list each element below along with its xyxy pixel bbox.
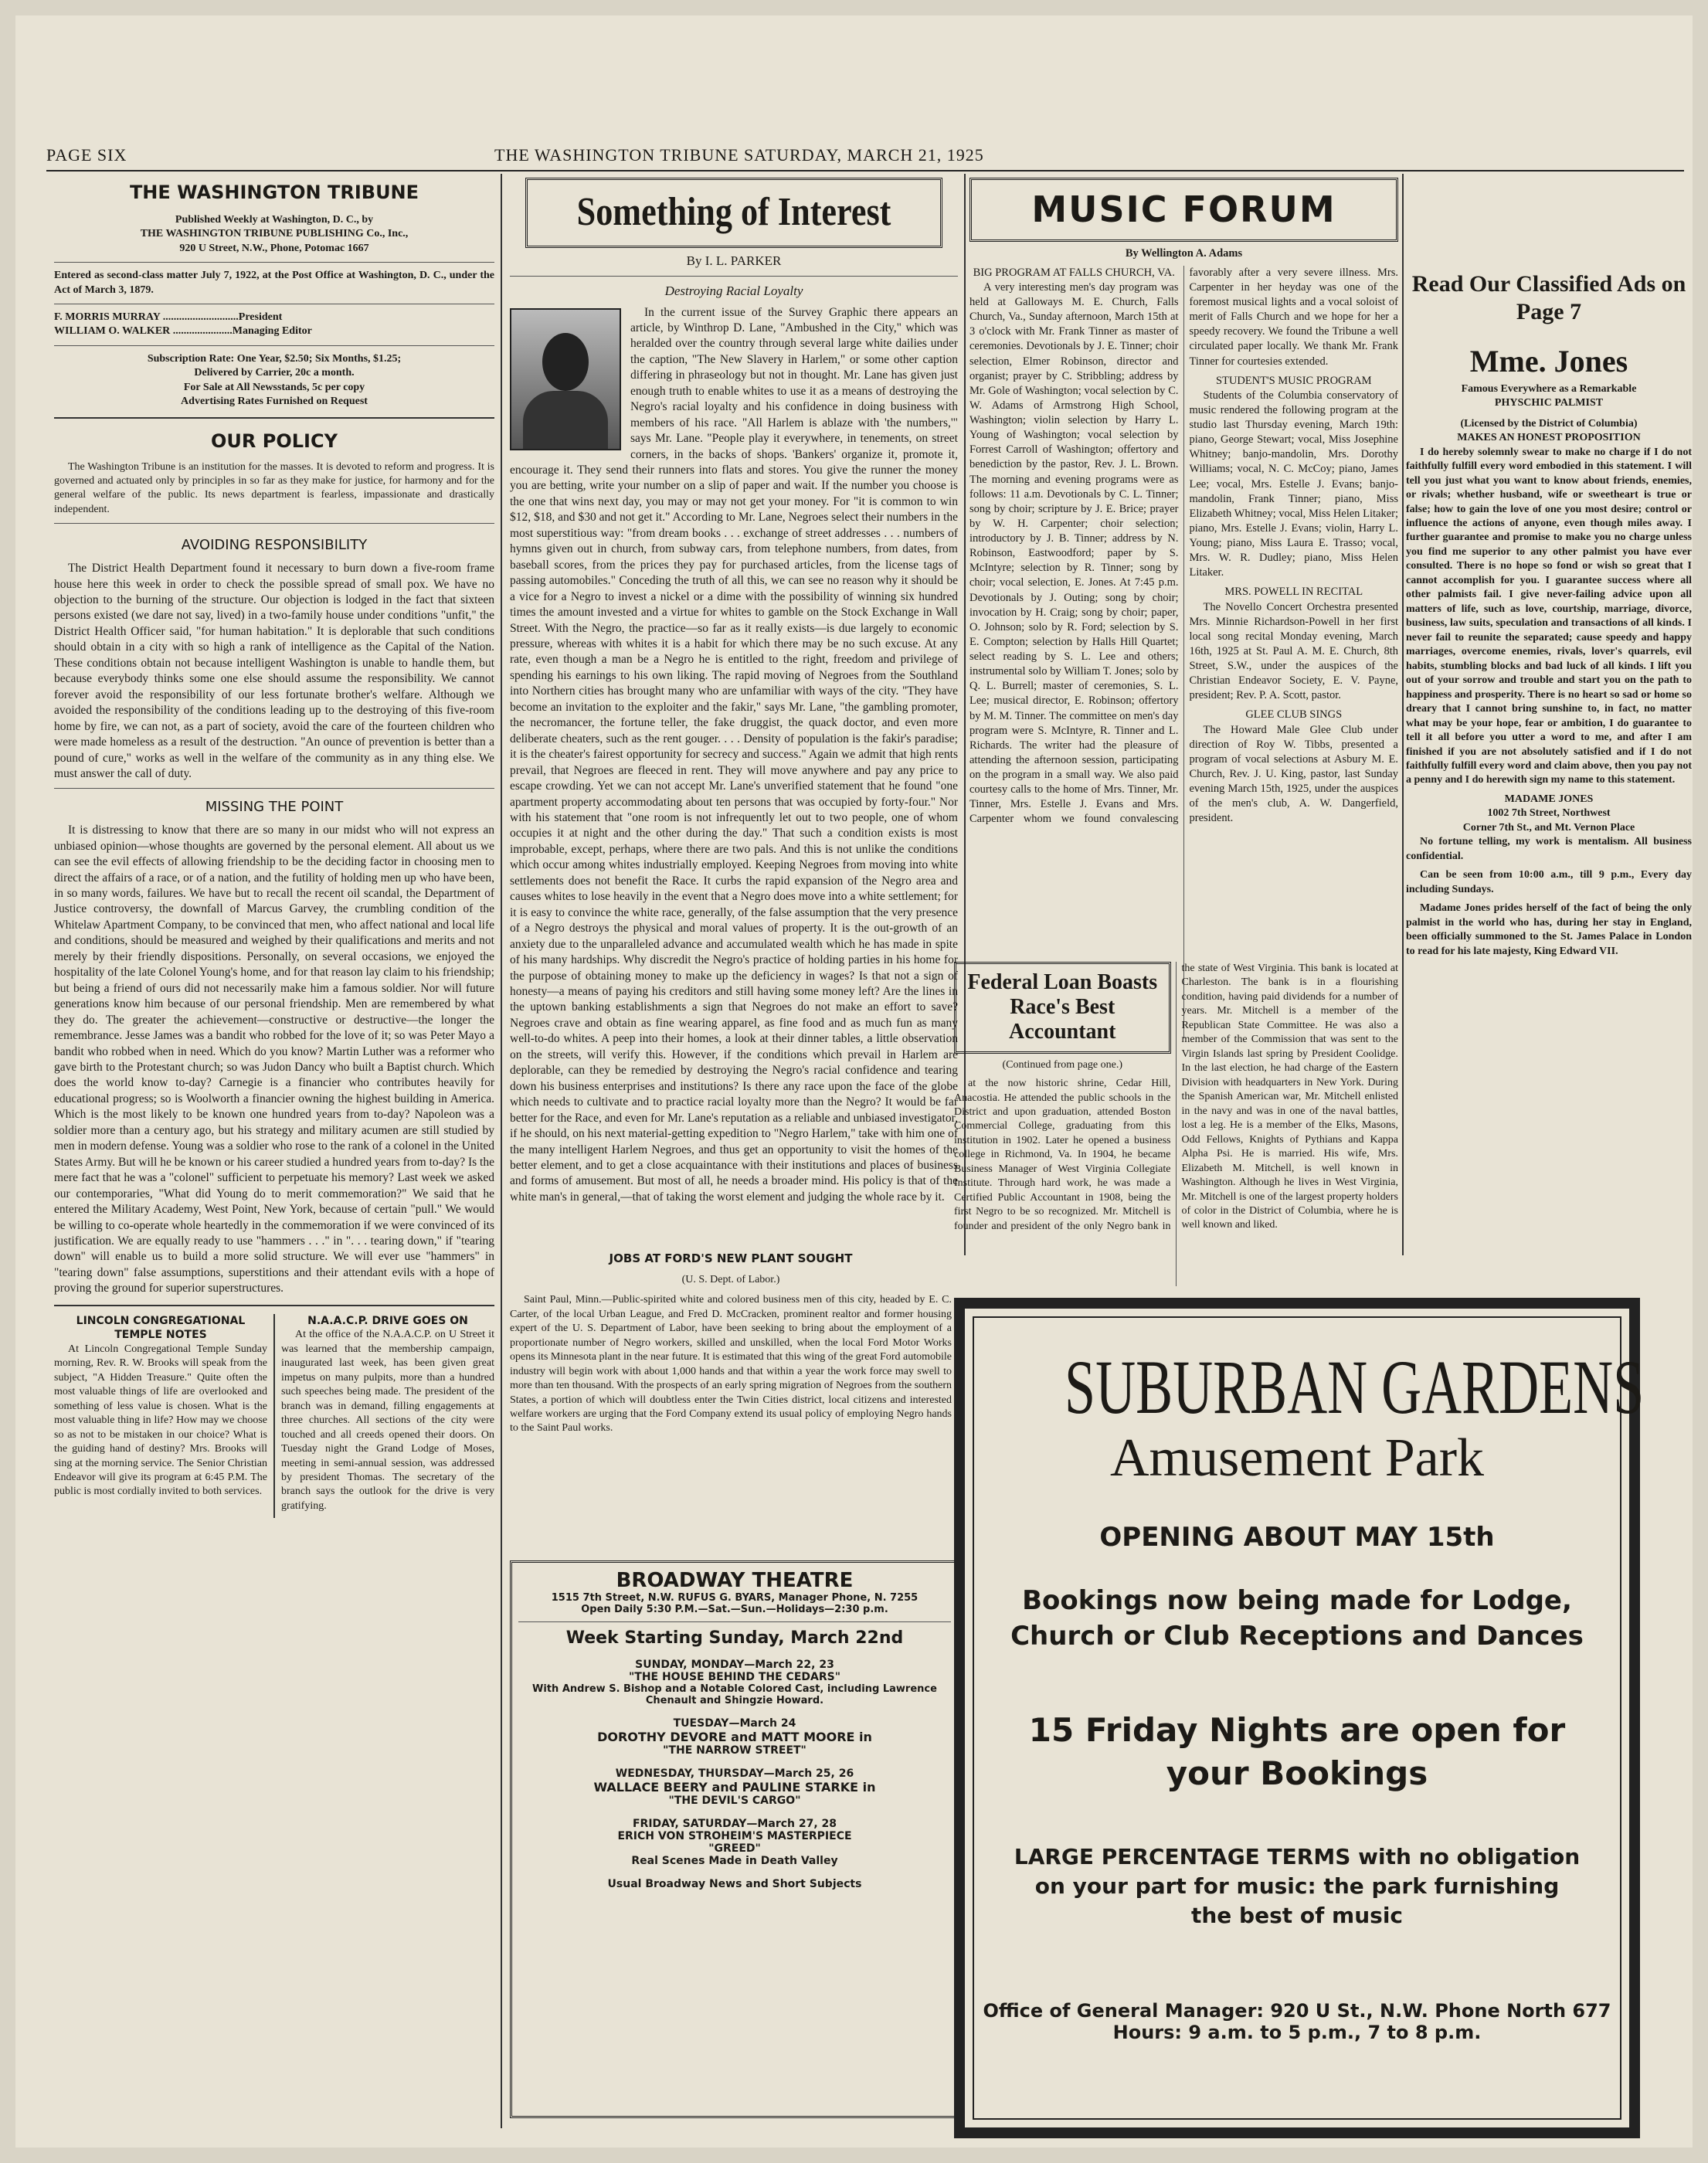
- page-number: PAGE SIX: [46, 145, 127, 165]
- column-rule: [501, 174, 502, 2128]
- subscription-line: Delivered by Carrier, 20c a month.: [194, 367, 355, 379]
- feature-subhead: Destroying Racial Loyalty: [664, 284, 803, 299]
- feature-text: In the current issue of the Survey Graphic there appears an article, by Winthrop D. Lane, "Ambushed in the City," which was heralded over the country through several large white dailies under the caption, "The New Slavery in Harlem," or some other caption differing in phraseology but not in thought. Mr. Lane has given just enough truth to enable whites to use it as a means of destroying the Negro's racial loyalty and his confidence in doing business with members of his race. "All Harlem is ablaze with 'the numbers,'" says Mr. Lane. "People play it everywhere, in tenements, on street corners, in the backs of shops. 'Bankers' organize it, promote it, encourage it. They send their runners into flats and stores. You give the runner the money you are betting, write your number on a slip of paper and wait. If the number you choose is the one that wins next day, you may or may not get your money. For "it is common to win $12, $18, and $30 and not get it." According to Mr. Lane, Negroes select their numbers in the most superstitious way: "from dream books . . . exchange of street addresses . . . numbers of hymns given out in church, from subway cars, from telephone numbers, from dates, from baseball scores, from the prices they pay for purchased articles, from the license tags of passing automobiles." Conceding the truth of all this, we can see no reason why it should be a vice for a Negro to invest a nickel or a dime with the possibility of winning six hundred times the amount invested and a virtue for whites to gamble on the Stock Exchange in Wall Street. With the Negro, the practice—so far as it really exists—is due largely to economic pressure, whereas with whites it is a habit for which there may be no such excuse. At any rate, even though a man be a Negro he is entitled to the right, freedom and privilege of spending his earnings to his own liking. The rapid moving of Negroes from the Southland into Northern cities has brought many who are unfamiliar with ways of the city. "They have become an invitation to the exploiter and the fakir," says Mr. Lane, "the gambling promoter, the necromancer, the fortune teller, the fake druggist, the quack doctor, and even more deliberate cheaters, such as the rent gouger. . . . Density of population is the fakir's paradise; it is the cheater's fairest opportunity for secrecy and success." Again we admit that high rents prevail, that Negroes are fleeced in rent. They will move anywhere and pay any price to escape crowding. Yet we can not accept Mr. Lane's unverified statement that he found "one apartment property accommodating about ten persons that was occupied by forty-four." Nor with his statement that "one room is not infrequently let out to two people, one of whom occupies it at night and the other during the day." That such a condition exists is most improbable, except, perhaps, where there are two pals. And this is not unlike the conditions which occur among whites industrially employed. Keeping Negroes from moving into white settlements does not benefit the Race. It curbs the rapid expansion of the Negro area and causes whites to lose heavily in the event that a Negro does move into a white settlement; for it is easy to convince the white race, generally, of the false assumption that the very presence of a Negro destroys the physical and moral values of property. It is the out-growth of an anxiety due to the unparalleled advance and accumulated wealth which he has made in spite of his many hardships. Why discredit the Negro's practice of holding parties in his home for the purpose of obtaining money to make up the deficiency in wages? Is that not a sign of honesty—a means of paying his creditors and still having some money left? Are the lines in the uptown banking establishments a sign that Negroes do not make an effort to save? Negroes crave and obtain as fine wearing apparel, as fine food and as much fun as many well-to-do whites. A peep into their homes, a look at their dinner tables, a little observation on the streets, will verify this. However, if the conditions which prevail in Harlem are deplorable, can they be remedied by destroying the Negro's racial confidence and tearing down his business enterprises and institutions? Is there any race upon the face of the globe which needs to cultivate and to practice racial loyalty more than the Negro? It would be far better for the Race, and even for Mr. Lane's reputation as a reliable and unbiased investigator, if he should, on his next material-getting expedition to "Negro Harlem," take with him one of the many intelligent Harlem Negroes, and thus get an opportunity to visit the homes of the better element, and to get a close acquaintance with their institutions and places of business and forms of amusement. But most of all, he needs a broader mind. His policy is that of the white man's in general,—that of taking the worst element and judging the whole race by it.: [510, 305, 958, 1204]
- ad-subtitle: Amusement Park: [1109, 1428, 1485, 1488]
- ad-text: I do hereby solemnly swear to make no charge if I do not faithfully fulfill every word embodied in this statement. I will tell you just what you want to know about friends, enemies, or rivals; whether husband, wife or sweetheart is true or false; how to gain the love of one you most desire; control or influence the actions of anyone, even though miles away. I further guarantee and promise to make you no charge unless you find me superior to any other palmist you have ever consulted. There is no hope so fond or wish so great that I cannot accomplish for you. I guarantee success where all other palmists fail. I give never-failing advice upon all matters of life, such as love, courtship, marriage, divorce, business, law suits, speculation and transactions of all kinds. I never fail to reunite the separated; cause speedy and happy marriages, overcome enemies, rivals, lover's quarrels, evil habits, stumbling blocks and bad luck of all kinds. I lift you out of your sorrow and trouble and start you on the path to happiness and prosperity. There is no heart so sad or home so dreary that I cannot bring sunshine to, in fact, no matter what may be your hope, fear or ambition, I do guarantee to tell it all before you utter a word to me, and after I am finished if you are not absolutely satisfied and if I do not faithfully fulfill every word and claim above, then you pay not a penny and I do herewith sign my name to this statement.: [1406, 446, 1692, 786]
- byline: By Wellington A. Adams: [1125, 246, 1243, 260]
- article-heading: MISSING THE POINT: [205, 799, 344, 816]
- byline: By I. L. PARKER: [686, 253, 782, 268]
- portrait-head: [542, 333, 589, 391]
- ad-tagline: PHYSCHIC PALMIST: [1494, 397, 1604, 409]
- opening-date: OPENING ABOUT MAY 15th: [1099, 1522, 1495, 1553]
- column-rule: [1402, 174, 1404, 1255]
- mail-notice: Entered as second-class matter July 7, 1922, at the Post Office at Washington, D. C., under the Act of March 3, 1879.: [54, 270, 494, 296]
- broadway-theatre-ad: [510, 1560, 959, 2118]
- article-text: The District Health Department found it necessary to burn down a five-room frame house here this week in order to check the possible spread of small pox. We have no objection to the burning of the structure. Our objection is lodged in the fact that sixteen persons existed (we dare not say, lived) in a two-family house under conditions "unfit," the District Health Officer said, "for human habitation." It is deplorable that such conditions should obtain in a city with so high a rank of intelligence as the Capital of the Nation. These conditions obtain not because intelligent Washington is unable to handle them, but because everybody thinks some one else should assume the responsibility. We cannot forever avoid the responsibility of our less fortunate brother's welfare. Although we avoided the responsibility of the conditions leading up to the destroying of this five-room home by fire, we can not, as a part of society, avoid the care of the fourteen children who were made homeless as a result of the destruction. "An ounce of prevention is better than a pound of cure," works as well in the welfare of the community as in any thing else. We must answer the call of duty.: [54, 562, 494, 781]
- ad-tagline: (Licensed by the District of Columbia): [1460, 417, 1638, 430]
- terms-text: LARGE PERCENTAGE TERMS with no obligation on your part for music: the park furnishing the best of music: [1014, 1844, 1581, 1928]
- article-text: The Howard Male Glee Club under direction of Roy W. Tibbs, presented a program of vocal selections at Asbury M. E. Church, Rev. J. U. King, pastor, last Sunday evening March 15th, 1925, under the auspices of the men's club, A. W. Dangerfield, president.: [1189, 723, 1398, 825]
- subscription-line: For Sale at All Newsstands, 5c per copy: [183, 381, 365, 393]
- program-cast: WALLACE BEERY and PAULINE STARKE in: [593, 1780, 876, 1795]
- program-cast: ERICH VON STROHEIM'S MASTERPIECE: [617, 1830, 852, 1842]
- program-title: "THE DEVIL'S CARGO": [668, 1795, 801, 1807]
- program-title: "THE NARROW STREET": [663, 1744, 806, 1757]
- article-heading: GLEE CLUB SINGS: [1245, 708, 1343, 722]
- theatre-address: 1515 7th Street, N.W. RUFUS G. BYARS, Manager Phone, N. 7255: [551, 1592, 919, 1604]
- divider: [54, 417, 494, 419]
- week-heading: Week Starting Sunday, March 22nd: [565, 1628, 904, 1648]
- music-forum-title: MUSIC FORUM: [1031, 188, 1336, 230]
- subscription-line: Advertising Rates Furnished on Request: [181, 396, 368, 408]
- article-heading: STUDENT'S MUSIC PROGRAM: [1215, 374, 1372, 387]
- friday-nights-text: 15 Friday Nights are open for your Bookings: [1028, 1710, 1566, 1793]
- divider: [54, 262, 494, 263]
- editorial-column: [54, 178, 494, 2132]
- article-text: At Lincoln Congregational Temple Sunday morning, Rev. R. W. Brooks will speak from the subject, "A Hidden Treasure." Quite often the most valuable things of life are overlooked and something of less value is chosen. What is the most valuable thing in life? How may we choose so as not to be mistaken in our choice? What is the guiding hand of destiny? Mrs. Brooks will sing at the morning service. The Senior Christian Endeavor will give its program at 6:45 P.M. The public is most cordially invited to both services.: [54, 1343, 267, 1498]
- ford-article: [510, 1251, 958, 1545]
- policy-text: The Washington Tribune is an institution for the masses. It is devoted to reform and progress. It is governed and actuated only by principles in so far as they make for justice, for harmony and for the general welfare of the public. Its news department is fearless, impassionate and drastically independent.: [54, 460, 494, 515]
- federal-loan-article: [954, 962, 1398, 1286]
- article-heading: N.A.A.C.P. DRIVE GOES ON: [307, 1314, 468, 1327]
- short-notes: [54, 1314, 494, 1519]
- ad-address: Corner 7th St., and Mt. Vernon Place: [1462, 821, 1635, 834]
- divider: [518, 1621, 951, 1622]
- staff-line: WILLIAM O. WALKER ......................Managing Editor: [54, 325, 312, 338]
- newspaper-page: [15, 15, 1693, 2148]
- ad-text: Madame Jones prides herself of the fact of being the only palmist in the world who has, during her stay in England, been officially summoned to the St. James Palace in London to read for his late majesty, King Edward VII.: [1406, 902, 1692, 957]
- program-date: FRIDAY, SATURDAY—March 27, 28: [632, 1818, 837, 1830]
- lincoln-notes: [54, 1314, 275, 1519]
- article-heading: MRS. POWELL IN RECITAL: [1224, 586, 1363, 599]
- feature-column: [510, 178, 958, 1244]
- mme-jones-name: Mme. Jones: [1469, 344, 1628, 379]
- program-cast: DOROTHY DEVORE and MATT MOORE in: [597, 1730, 872, 1744]
- article-heading: LINCOLN CONGREGATIONAL TEMPLE NOTES: [76, 1314, 246, 1342]
- program-note: Real Scenes Made in Death Valley: [631, 1855, 838, 1867]
- program-date: SUNDAY, MONDAY—March 22, 23: [635, 1659, 834, 1671]
- continued-note: (Continued from page one.): [1002, 1058, 1122, 1071]
- feature-title: Something of Interest: [576, 190, 891, 234]
- classified-ads-notice: Read Our Classified Ads on Page 7: [1411, 271, 1686, 324]
- publisher-line: Published Weekly at Washington, D. C., by: [175, 213, 374, 226]
- article-text: The Novello Concert Orchestra presented Mrs. Minnie Richardson-Powell in her first local song recital Monday evening, March 16th, 1925 at St. Paul A. M. E. Church, 8th Street, S.W., under the auspices of the Christian Endeavor Society, E. V. Payne, president; Rev. P. A. Scott, pastor.: [1189, 600, 1398, 702]
- publisher-line: 920 U Street, N.W., Phone, Potomac 1667: [179, 242, 369, 254]
- music-forum-body: [969, 266, 1398, 1038]
- policy-heading: OUR POLICY: [211, 430, 338, 452]
- article-text: At the office of the N.A.A.C.P. on U Street it was learned that the membership campaign, inaugurated last week, has been given great impetus on many pulpits, more than a hundred such speeches being made. The president of the branch was in demand, filling engagements at three churches. All sections of the city were touched and all creeds opened their doors. On Tuesday night the Grand Lodge of Moses, meeting in semi-annual session, was addressed by president Thomas. The secretary of the branch says the outlook for the drive is very gratifying.: [281, 1329, 494, 1512]
- program-date: WEDNESDAY, THURSDAY—March 25, 26: [615, 1767, 854, 1780]
- article-text: Saint Paul, Minn.—Public-spirited white and colored business men of this city, headed by E. C. Carter, of the local Urban League, and Fred D. McCracken, prominent realtor and former housing expert of the U. S. Department of Labor, have been seeking to bring about the employment of a proportionate number of Negro workers, skilled and unskilled, when the local Ford Motor Works opens its Minnesota plant in the near future. It is estimated that this wing of the great Ford automobile industry will begin work with about 1,000 hands and that within a year the work force may swell to more than ten thousand. With the prospects of an early spring migration of Negroes from the southern States, a portion of which will doubtless enter the Twin Cities district, local citizens and interested welfare workers are urging that the Ford Company extend its usual policy of employing Negro hands to the Saint Paul works.: [510, 1294, 952, 1435]
- article-heading: BIG PROGRAM AT FALLS CHURCH, VA.: [973, 266, 1175, 279]
- loan-headline-box: [954, 962, 1171, 1054]
- article-text: It is distressing to know that there are so many in our midst who will not express an unbiased opinion—whose thoughts are governed by the personal element. All about us we can see the evil effects of allowing friendship to be the deciding factor in choosing men to direct the affairs of a race, or of a nation, and the futility of holding men up who have been, in so many words, failures. We have but to recall the recent oil scandal, the Department of Justice controversy, the downfall of Marcus Garvey, the crumbling condition of the Whitelaw Apartment Company, to be convinced that men, who affect national and local life and conditions, should be measured and weighed by their qualifications and merits and not merely by their friendly dispositions. Personally, on several occasions, we enjoyed the hospitality of the late Colonel Young's home, and for that reason lay claim to his friendship; but being a friend of ours did not necessarily make him a famous soldier. Nor will future generations know him because of our personal friendship. Men are remembered by what they do. The greater the achievement—constructive or destructive—the longer the remembrance. Jesse James was a bandit who robbed for the love of it; so was Peter Mayo a bandit who robbed when in need. Which do you know? Martin Luther was a reformer who gave birth to the Protestant church; so was Judon Dancy who built a Baptist church. Which does the world know to-day? Carnegie is a financier who contributes heavily for educational progress; so is Woolworth a financier owning the highest building in America. Which is the most likely to be known one hundred years from to-day? Napoleon was a soldier more than a century ago, but his strategy and military acumen are still studied by men in modern defense. Young was a soldier who rose to the rank of a colonel in the United States Army. But will he be known or his career studied a hundred years from to-day? Is the mere fact that he was a "colonel" sufficient to perpetuate his memory? Last week we asked our contemporaries, "What did Young do to merit commemoration?" We said that he entered the Military Academy, West Point, New York, because of certain "pull." We would be willing to co-operate whole heartedly in the commemoration if we were convinced of its justification. We are equally ready to use "hammers . . ." in ". . . tearing down," if "tearing down" will enable us to build a more solid structure. We will ever use "hammers" in "tearing down" false assumptions, superstitions and their attendant evils with a hope of proving the ground for superior superstructures.: [54, 823, 494, 1295]
- ad-text: Can be seen from 10:00 a.m., till 9 p.m., Every day including Sundays.: [1406, 869, 1692, 895]
- staff-line: F. MORRIS MURRAY ............................President: [54, 311, 283, 324]
- article-source: (U. S. Dept. of Labor.): [681, 1273, 780, 1285]
- article-heading: AVOIDING RESPONSIBILITY: [181, 537, 368, 554]
- paper-title: THE WASHINGTON TRIBUNE: [129, 182, 419, 203]
- feature-title-box: [525, 178, 942, 248]
- naacp-notes: [275, 1314, 494, 1519]
- ad-tagline: MAKES AN HONEST PROPOSITION: [1457, 432, 1641, 444]
- theatre-name: BROADWAY THEATRE: [616, 1569, 854, 1592]
- page-header: [46, 139, 1684, 171]
- program-cast: With Andrew S. Bishop and a Notable Colored Cast, including Lawrence Chenault and Shingzie Howard.: [532, 1683, 937, 1706]
- music-forum-title-box: [969, 178, 1398, 242]
- program-date: TUESDAY—March 24: [673, 1717, 796, 1730]
- program-title: "GREED": [708, 1842, 761, 1855]
- portrait-body: [523, 391, 608, 449]
- ad-signature: MADAME JONES: [1504, 793, 1594, 805]
- suburban-gardens-ad: [954, 1298, 1645, 2138]
- ad-inner: [973, 1316, 1645, 2120]
- author-portrait: [510, 308, 621, 450]
- divider: [510, 276, 958, 277]
- ad-text: No fortune telling, my work is mentalism. All business confidential.: [1406, 836, 1692, 862]
- ad-address: 1002 7th Street, Northwest: [1487, 807, 1611, 820]
- divider: [54, 788, 494, 789]
- ford-columns: [510, 1251, 958, 1441]
- divider: [54, 1305, 494, 1306]
- publisher-line: THE WASHINGTON TRIBUNE PUBLISHING Co., Inc.,: [140, 228, 409, 240]
- theatre-hours: Open Daily 5:30 P.M.—Sat.—Sun.—Holidays—2:30 p.m.: [581, 1604, 888, 1615]
- ford-left: [510, 1251, 958, 1441]
- spacer: [1406, 178, 1692, 270]
- paper-date: THE WASHINGTON TRIBUNE SATURDAY, MARCH 21, 1925: [494, 145, 984, 165]
- article-text: at the now historic shrine, Cedar Hill, Anacostia. He attended the public schools in the District and upon graduation, attended Boston Commercial College, graduating from this institution in 1902. Later he opened a business college in Richmond, Va. In 1904, he became Business Manager of West Virginia Collegiate Institute. Through hard work, he was made a Certified Public Accountant in 1908, being the first Negro to be so recognized. Mr. Mitchell is founder and president of the only Negro bank in the state of West Virginia. This bank is located at Charleston. The bank is in a flourishing condition, having paid dividends for a number of years. Mr. Mitchell is a member of the Republican State Committee. He was also a member of the Commission that was sent to the Virgin Islands last spring by President Coolidge. In the last election, he had charge of the Eastern Division with headquarters in New York. During the Spanish American war, Mr. Mitchell enlisted in the navy and was in one of the naval battles, lost a leg. He is a member of the Elks, Masons, Odd Fellows, Knights of Pythians and Kappa Alpha Psi. He is married. His wife, Mrs. Elizabeth M. Mitchell, is well known in Washington. Although he lives in West Virginia, Mr. Mitchell is one of the largest property holders of color in the District of Columbia, where he is well known and liked.: [954, 963, 1398, 1232]
- subscription-line: Subscription Rate: One Year, $2.50; Six Months, $1.25;: [147, 352, 402, 365]
- program-title: "THE HOUSE BEHIND THE CEDARS": [628, 1671, 841, 1683]
- article-text: A very interesting men's day program was held at Galloways M. E. Church, Falls Church, Va., Sunday afternoon, March 15th at 3 o'clock with Mr. Frank Tinner as master of ceremonies. Devotionals by J. E. Tinner; choir selection, Elmer Robinson, director and organist; prayer by C. Stribbling; address by Mr. Gole of Washington; vocal selection by C. W. Adams of Armstrong High School, Washington; violin selection by Harry L. Young of Washington; vocal selection by Forrest Carroll of Washington; offertory and benediction by the pastor, Rev. J. L. Brown. The morning and evening programs were as follows: 11 a.m. Devotionals by C. L. Tinner; song by choir; scripture by J. E. Brice; prayer by W. H. Carpenter; choir selection; introductory by J. B. Tinner; address by N. Robinson, Eastwoodford; paper by S. McIntyre; selection by R. Tinner; song by choir; vocal selection, E. Jones. At 7:45 p.m. Devotionals by J. Outing; song by choir; invocation by H. Craig; song by choir; paper, O. Johnson; solo by R. Ford; selection by S. E. Compton; selection by Halls Hill Quartet; select reading by S. L. Lee and others; instrumental solo by William T. Jones; solo by Q. L. Burrell; master of ceremonies, S. L. Lee; musical director, E. Robinson; offertory by M. M. Tinner. The committee on men's day program were S. McIntyre, R. Tinner and L. Richards. The writer had the pleasure of attending the afternoon session, participating on the program in a small way. We also paid courtesy calls to the home of Mrs. Tinner, Mr. Tinner, Mrs. Estelle J. Evans and Mrs. Carpenter whom we found convalescing favorably after a very severe illness. Mrs. Carpenter in her heyday was one of the foremost musical lights and a vocal soloist of merit of Falls Church and we hope for her a speedy recovery. We found the Tribune a well circulated paper locally. We thank Mr. Frank Tinner for courtesies extended.: [969, 266, 1398, 826]
- office-info: Office of General Manager: 920 U St., N.W. Phone North 677: [983, 1999, 1611, 2022]
- divider: [54, 345, 494, 346]
- divider: [54, 523, 494, 524]
- ad-tagline: Famous Everywhere as a Remarkable: [1461, 382, 1637, 395]
- program-footer: Usual Broadway News and Short Subjects: [607, 1878, 862, 1890]
- loan-headline: Federal Loan Boasts Race's Best Accountant: [967, 970, 1158, 1044]
- office-hours: Hours: 9 a.m. to 5 p.m., 7 to 8 p.m.: [1112, 2021, 1482, 2043]
- ad-title: SUBURBAN GARDENS: [1065, 1344, 1645, 1430]
- article-heading: JOBS AT FORD'S NEW PLANT SOUGHT: [609, 1251, 853, 1265]
- bookings-text: Bookings now being made for Lodge, Church or Club Receptions and Dances: [1010, 1585, 1584, 1652]
- ad-column: [1406, 178, 1692, 1213]
- loan-body: [954, 962, 1398, 1286]
- article-text: Students of the Columbia conservatory of music rendered the following program at the studio last Thursday evening, March 19th: piano, George Stewart; vocal, Miss Josephine Whitney; banjo-mandolin, Mrs. Dorothy Williams; vocal, N. C. McCoy; piano, James Lee; vocal, Mrs. Estelle J. Evans; banjo-mandolin, Frank Tinner; piano, Miss Elizabeth Whitney; vocal, Miss Helen Litaker; piano, Mrs. Estelle J. Evans; violin, Harry L. Young; piano, Miss Laura E. Trasso; vocal, Mrs. W. R. Dudley; piano, Miss Helen Litaker.: [1189, 389, 1398, 579]
